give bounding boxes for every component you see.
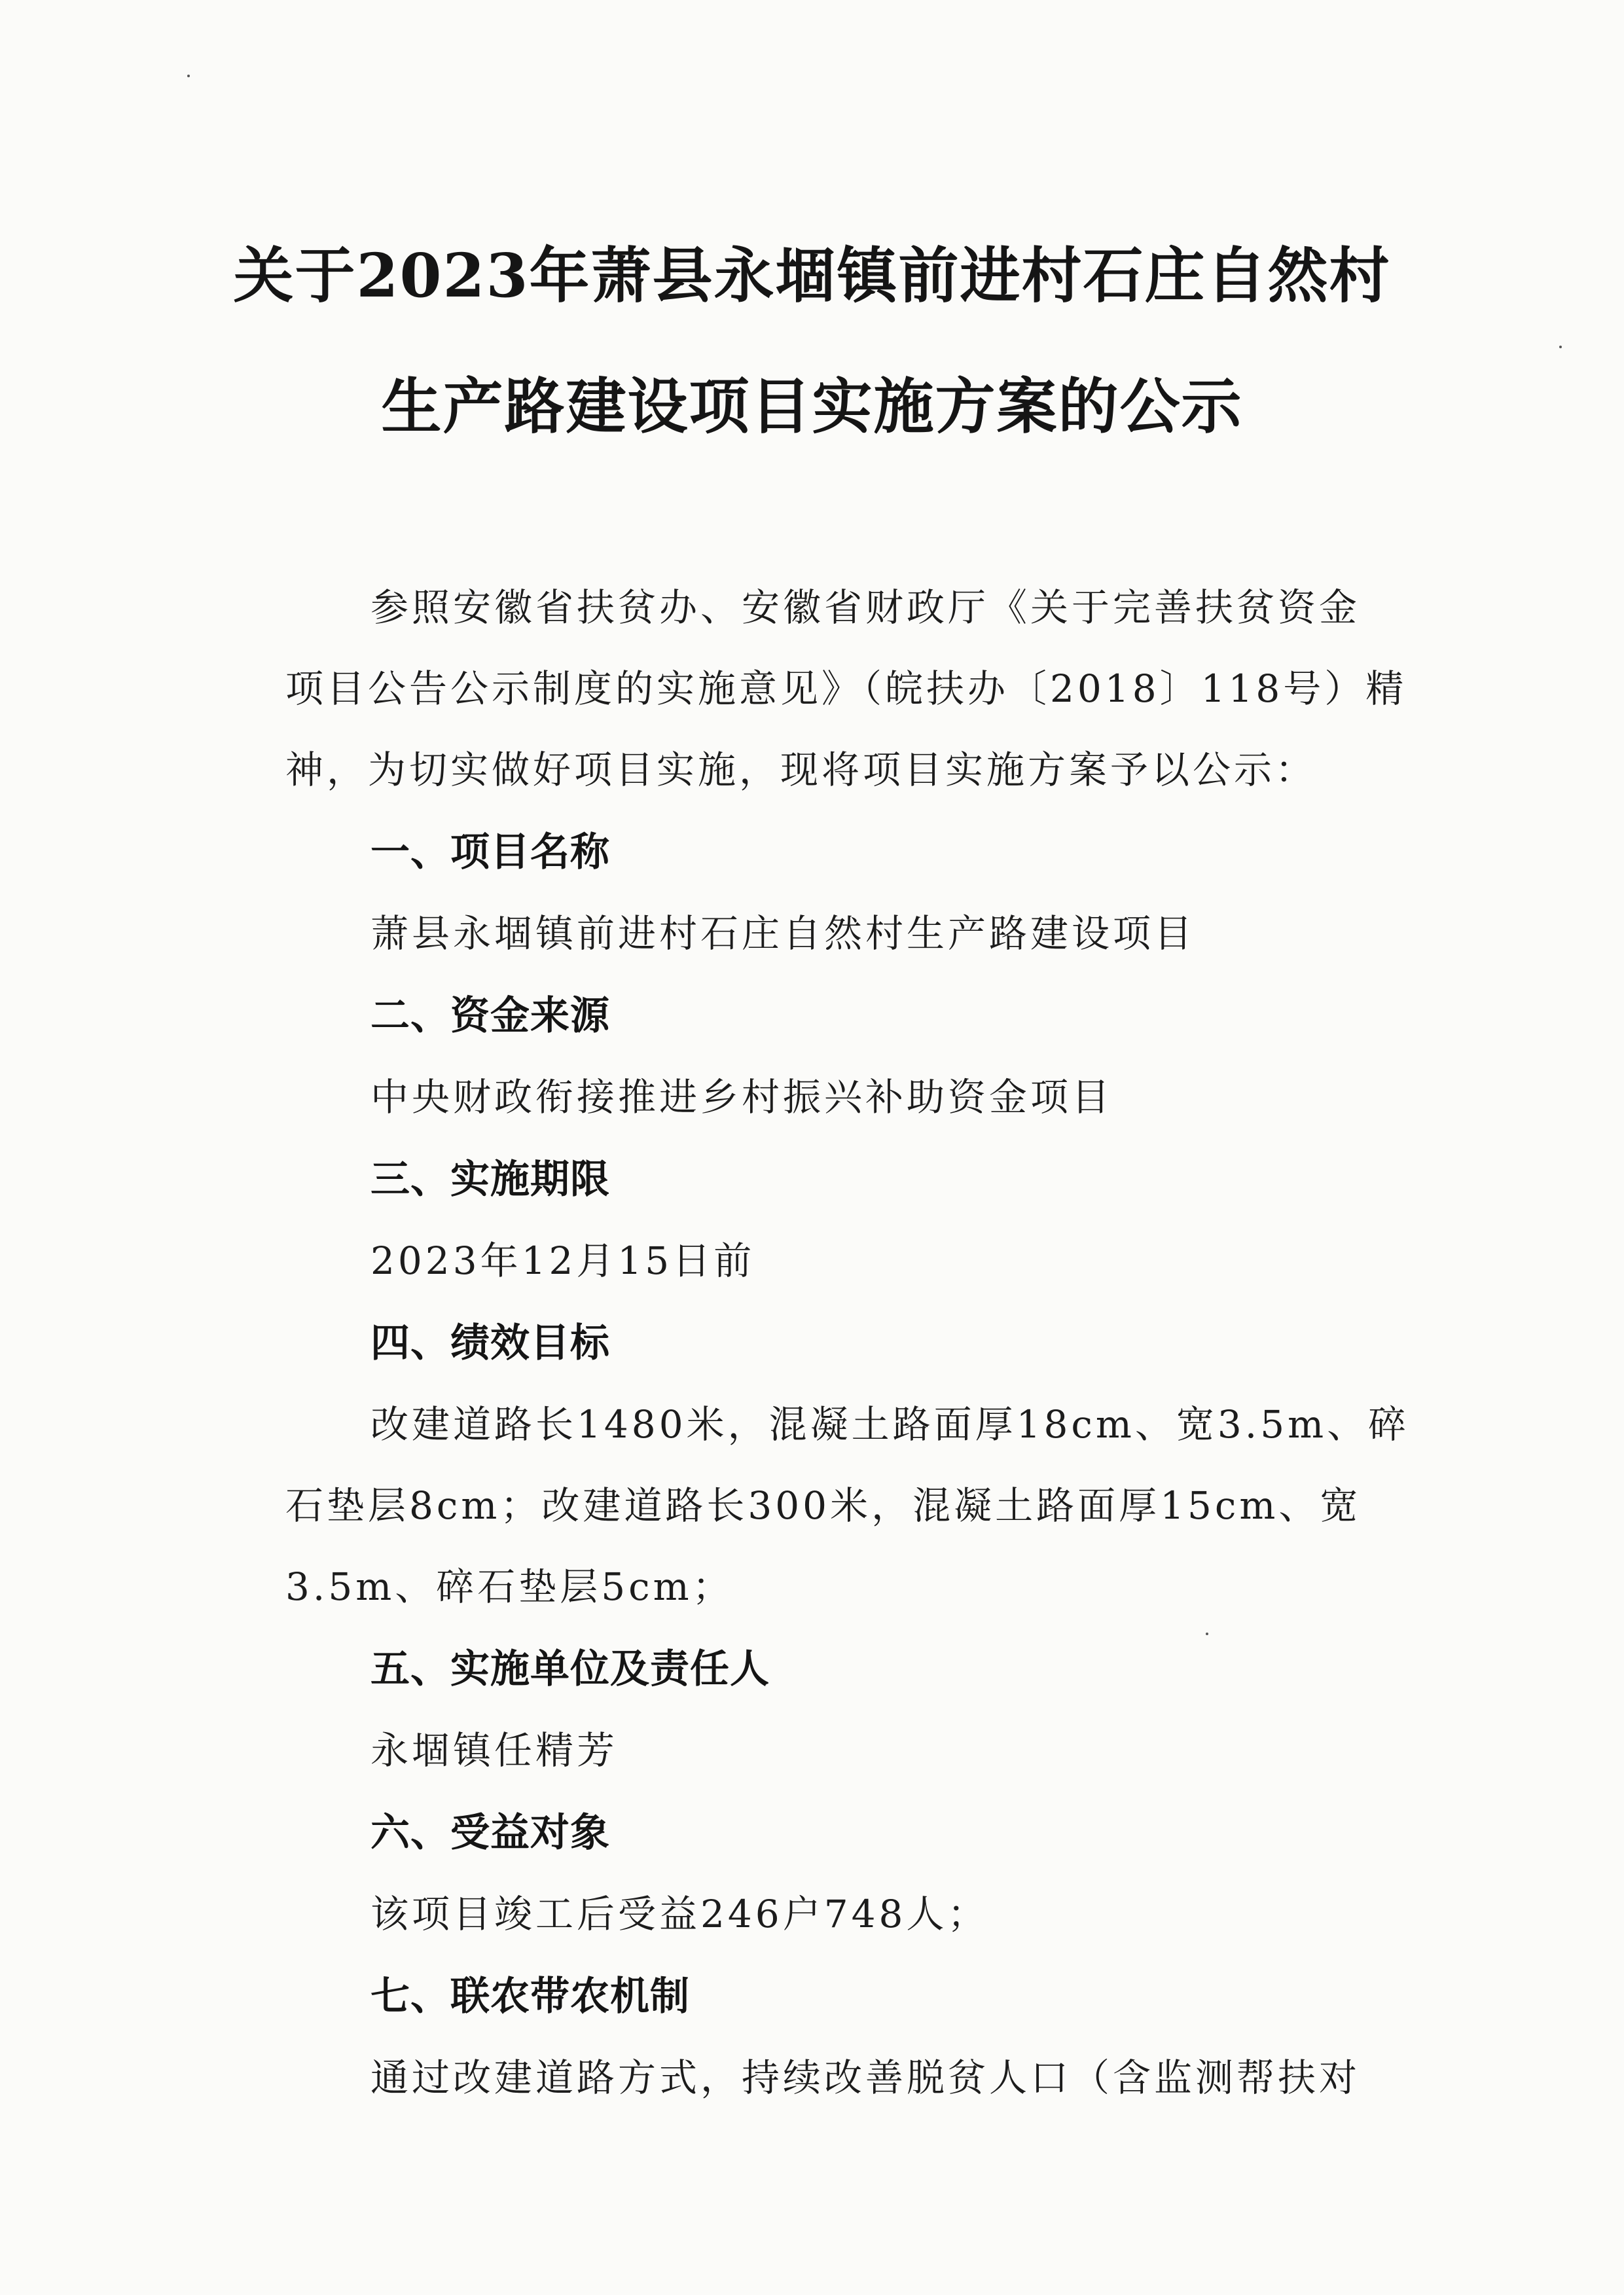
scan-speck <box>1206 1633 1208 1635</box>
intro-paragraph-line-1: 参照安徽省扶贫办、安徽省财政厅《关于完善扶贫资金 <box>370 585 1361 630</box>
intro-paragraph-line-2: 项目公告公示制度的实施意见》（皖扶办〔2018〕118号）精 <box>285 666 1407 711</box>
section-heading-implementation-period: 三、实施期限 <box>370 1157 610 1202</box>
section-heading-beneficiaries: 六、受益对象 <box>370 1810 610 1856</box>
section-text-performance-goals-line-2: 石垫层8cm；改建道路长300米，混凝土路面厚15cm、宽 <box>285 1483 1362 1528</box>
section-heading-farmer-linkage-mechanism: 七、联农带农机制 <box>370 1974 690 2019</box>
section-heading-project-name: 一、项目名称 <box>370 829 610 875</box>
section-text-beneficiaries: 该项目竣工后受益246户748人； <box>370 1892 989 1936</box>
section-text-farmer-linkage-mechanism: 通过改建道路方式，持续改善脱贫人口（含监测帮扶对 <box>370 2055 1361 2100</box>
section-text-implementation-period: 2023年12月15日前 <box>370 1238 755 1283</box>
section-text-performance-goals-line-3: 3.5m、碎石垫层5cm； <box>285 1564 734 1609</box>
section-text-responsible-unit: 永堌镇任精芳 <box>370 1728 619 1773</box>
section-text-performance-goals-line-1: 改建道路长1480米，混凝土路面厚18cm、宽3.5m、碎 <box>370 1402 1410 1447</box>
section-text-funding-source: 中央财政衔接推进乡村振兴补助资金项目 <box>370 1075 1113 1119</box>
scan-speck <box>1559 346 1562 348</box>
section-heading-funding-source: 二、资金来源 <box>370 993 610 1039</box>
section-heading-performance-goals: 四、绩效目标 <box>370 1320 610 1366</box>
intro-paragraph-line-3: 神，为切实做好项目实施，现将项目实施方案予以公示： <box>285 748 1317 792</box>
section-text-project-name: 萧县永堌镇前进村石庄自然村生产路建设项目 <box>370 911 1196 956</box>
document-title-line-1: 关于2023年萧县永堌镇前进村石庄自然村 <box>233 240 1391 311</box>
document-title-line-2: 生产路建设项目实施方案的公示 <box>381 371 1243 442</box>
section-heading-responsible-unit: 五、实施单位及责任人 <box>370 1646 770 1692</box>
scan-speck <box>187 75 190 77</box>
